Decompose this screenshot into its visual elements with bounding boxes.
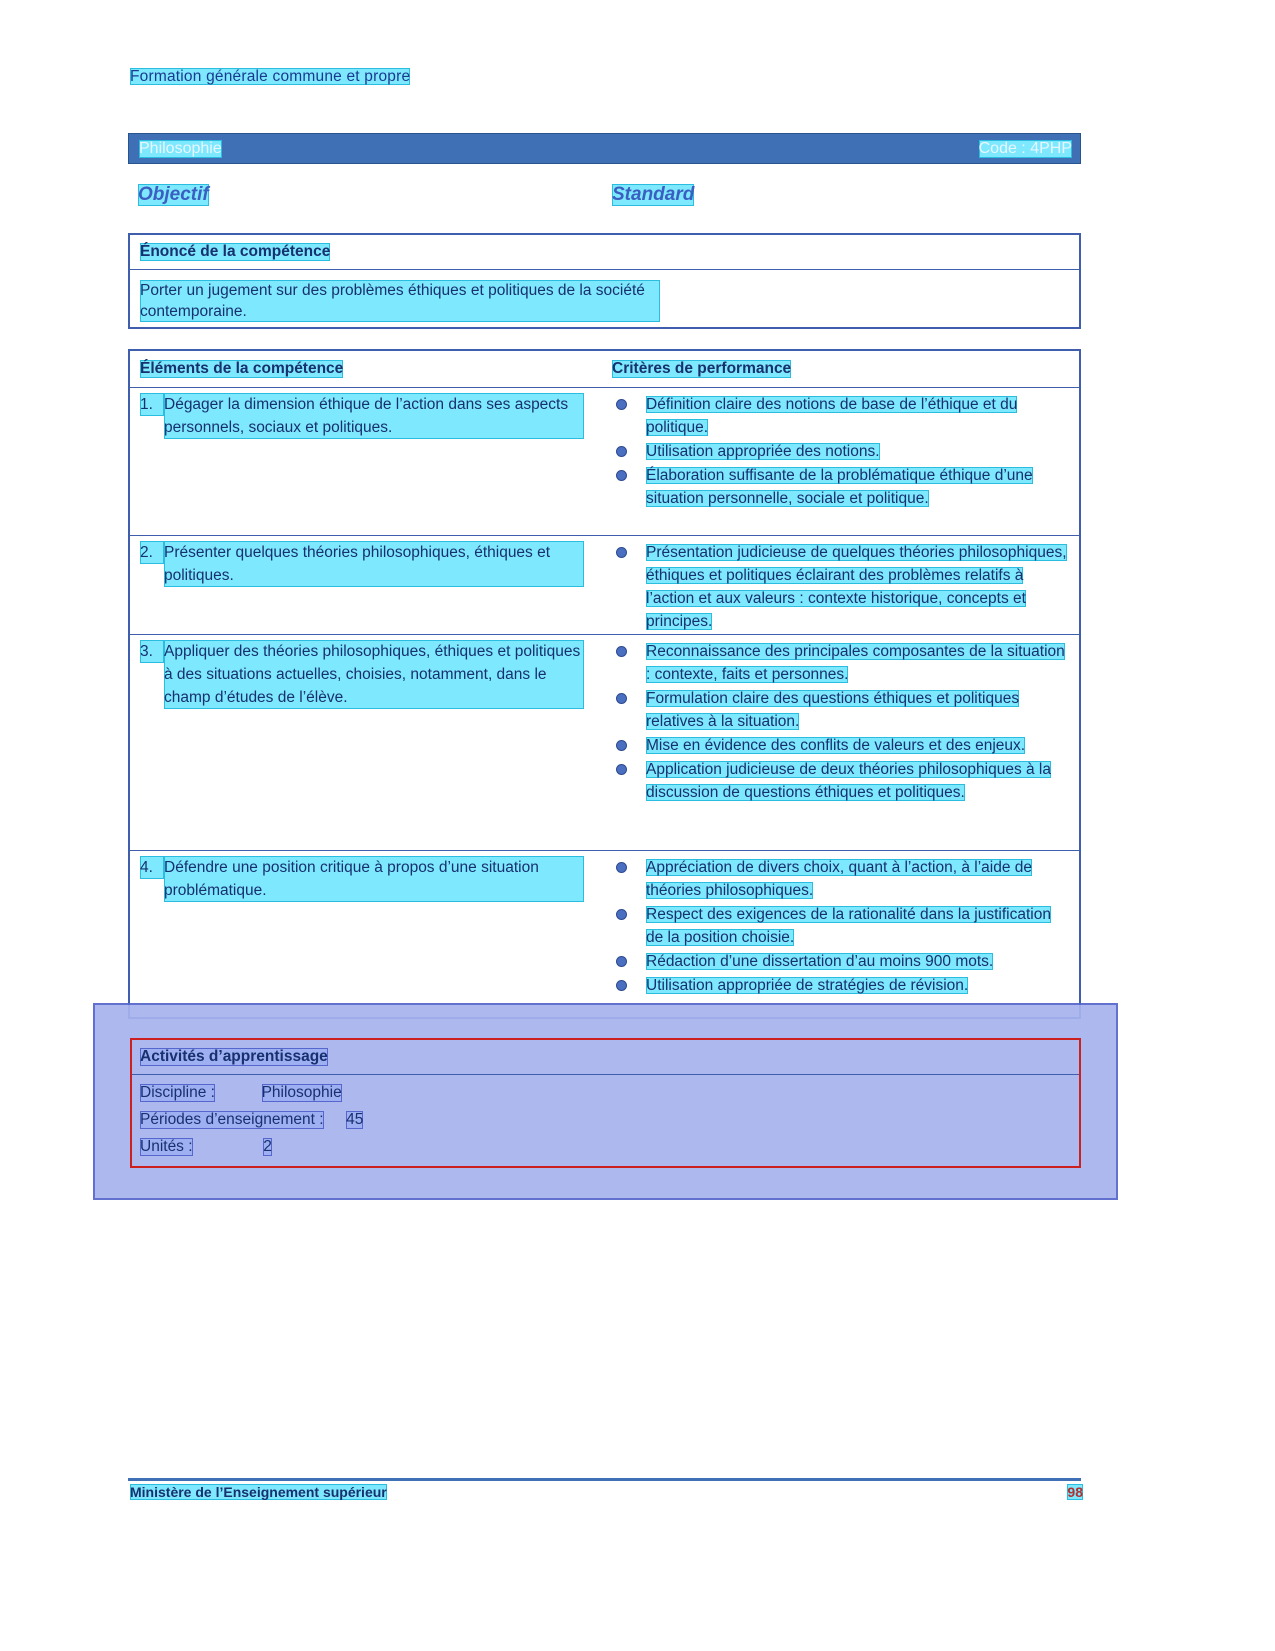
column-headings xyxy=(128,184,1081,212)
document-section-header-text: Formation générale commune et propre xyxy=(130,68,411,85)
bullet-icon xyxy=(616,693,627,704)
activities-periods-row xyxy=(140,1111,363,1129)
activities-units-label: Unités : xyxy=(140,1138,193,1155)
activities-heading: Activités d’apprentissage xyxy=(140,1048,328,1065)
criteria-cell xyxy=(612,541,1072,634)
footer-divider xyxy=(128,1478,1081,1481)
element-number: 1. xyxy=(140,393,164,416)
criterion-text: Utilisation appropriée des notions. xyxy=(646,443,880,460)
bullet-icon xyxy=(616,446,627,457)
column-heading-objectif: Objectif xyxy=(138,184,209,205)
footer-page-number: 98 xyxy=(1067,1484,1083,1500)
criteria-cell xyxy=(612,640,1072,805)
bullet-icon xyxy=(616,399,627,410)
element-text: Dégager la dimension éthique de l’action dans ses aspects personnels, sociaux et politiques. xyxy=(164,393,584,439)
element-text: Défendre une position critique à propos d’une situation problématique. xyxy=(164,856,584,902)
criterion xyxy=(612,640,1072,686)
table-row xyxy=(130,535,1079,634)
criterion-text: Application judicieuse de deux théories philosophiques à la discussion de questions éthiques et politiques. xyxy=(646,761,1051,801)
activities-units-row xyxy=(140,1138,272,1156)
criterion xyxy=(612,974,1072,997)
divider xyxy=(130,269,1079,270)
column-heading-standard: Standard xyxy=(612,184,695,205)
criterion-text: Rédaction d’une dissertation d’au moins 900 mots. xyxy=(646,953,994,970)
criterion-text: Respect des exigences de la rationalité dans la justification de la position choisie. xyxy=(646,906,1051,946)
bullet-icon xyxy=(616,862,627,873)
competence-statement-box xyxy=(128,233,1081,329)
competence-text: Porter un jugement sur des problèmes éthiques et politiques de la société contemporaine. xyxy=(140,280,660,322)
element-text: Appliquer des théories philosophiques, éthiques et politiques à des situations actuelles, choisies, notamment, dans le champ d’études de l’élève. xyxy=(164,640,584,709)
criterion-text: Élaboration suffisante de la problématique éthique d’une situation personnelle, sociale et politique. xyxy=(646,467,1033,507)
course-name: Philosophie xyxy=(139,140,222,157)
criterion xyxy=(612,440,1072,463)
learning-activities-box xyxy=(130,1038,1081,1168)
criterion xyxy=(612,856,1072,902)
criterion-text: Reconnaissance des principales composantes de la situation : contexte, faits et personnes. xyxy=(646,643,1065,683)
table-header-elements-label: Éléments de la compétence xyxy=(140,360,344,377)
activities-discipline-label: Discipline : xyxy=(140,1084,215,1101)
criterion-text: Utilisation appropriée de stratégies de révision. xyxy=(646,977,969,994)
element-cell xyxy=(140,640,592,709)
criterion-text: Présentation judicieuse de quelques théories philosophiques, éthiques et politiques éclairant des problèmes relatifs à l’action et aux valeurs : contexte historique, concepts et principes. xyxy=(646,544,1067,630)
element-number: 4. xyxy=(140,856,164,879)
criterion xyxy=(612,734,1072,757)
criteria-cell xyxy=(612,856,1072,998)
table-header-criteria-label: Critères de performance xyxy=(612,360,792,377)
criterion-text: Formulation claire des questions éthiques et politiques relatives à la situation. xyxy=(646,690,1020,730)
bullet-icon xyxy=(616,646,627,657)
bullet-icon xyxy=(616,470,627,481)
competence-heading: Énoncé de la compétence xyxy=(140,243,331,260)
divider xyxy=(132,1074,1079,1075)
activities-units-value: 2 xyxy=(263,1138,272,1155)
element-number: 2. xyxy=(140,541,164,564)
criterion-text: Appréciation de divers choix, quant à l’action, à l’aide de théories philosophiques. xyxy=(646,859,1033,899)
table-row xyxy=(130,387,1079,535)
criterion xyxy=(612,687,1072,733)
table-row xyxy=(130,850,1079,1019)
element-number: 3. xyxy=(140,640,164,663)
document-section-header xyxy=(130,68,410,86)
criterion xyxy=(612,464,1072,510)
criterion-text: Mise en évidence des conflits de valeurs et des enjeux. xyxy=(646,737,1026,754)
criterion xyxy=(612,950,1072,973)
criterion-text: Définition claire des notions de base de l’éthique et du politique. xyxy=(646,396,1018,436)
criterion xyxy=(612,903,1072,949)
bullet-icon xyxy=(616,909,627,920)
table-row xyxy=(130,634,1079,850)
element-cell xyxy=(140,541,592,587)
activities-periods-value: 45 xyxy=(346,1111,364,1128)
element-text: Présenter quelques théories philosophiques, éthiques et politiques. xyxy=(164,541,584,587)
criterion xyxy=(612,758,1072,804)
activities-discipline-value: Philosophie xyxy=(261,1084,342,1101)
criterion xyxy=(612,393,1072,439)
competence-elements-table xyxy=(128,349,1081,1019)
bullet-icon xyxy=(616,547,627,558)
bullet-icon xyxy=(616,980,627,991)
criteria-cell xyxy=(612,393,1072,511)
criterion xyxy=(612,541,1072,633)
activities-periods-label: Périodes d’enseignement : xyxy=(140,1111,324,1128)
bullet-icon xyxy=(616,956,627,967)
element-cell xyxy=(140,393,592,439)
bullet-icon xyxy=(616,740,627,751)
course-title-bar xyxy=(128,133,1081,164)
course-code: Code : 4PHP xyxy=(978,140,1072,157)
footer-ministry: Ministère de l’Enseignement supérieur xyxy=(130,1484,387,1500)
bullet-icon xyxy=(616,764,627,775)
activities-discipline-row xyxy=(140,1084,342,1102)
element-cell xyxy=(140,856,592,902)
